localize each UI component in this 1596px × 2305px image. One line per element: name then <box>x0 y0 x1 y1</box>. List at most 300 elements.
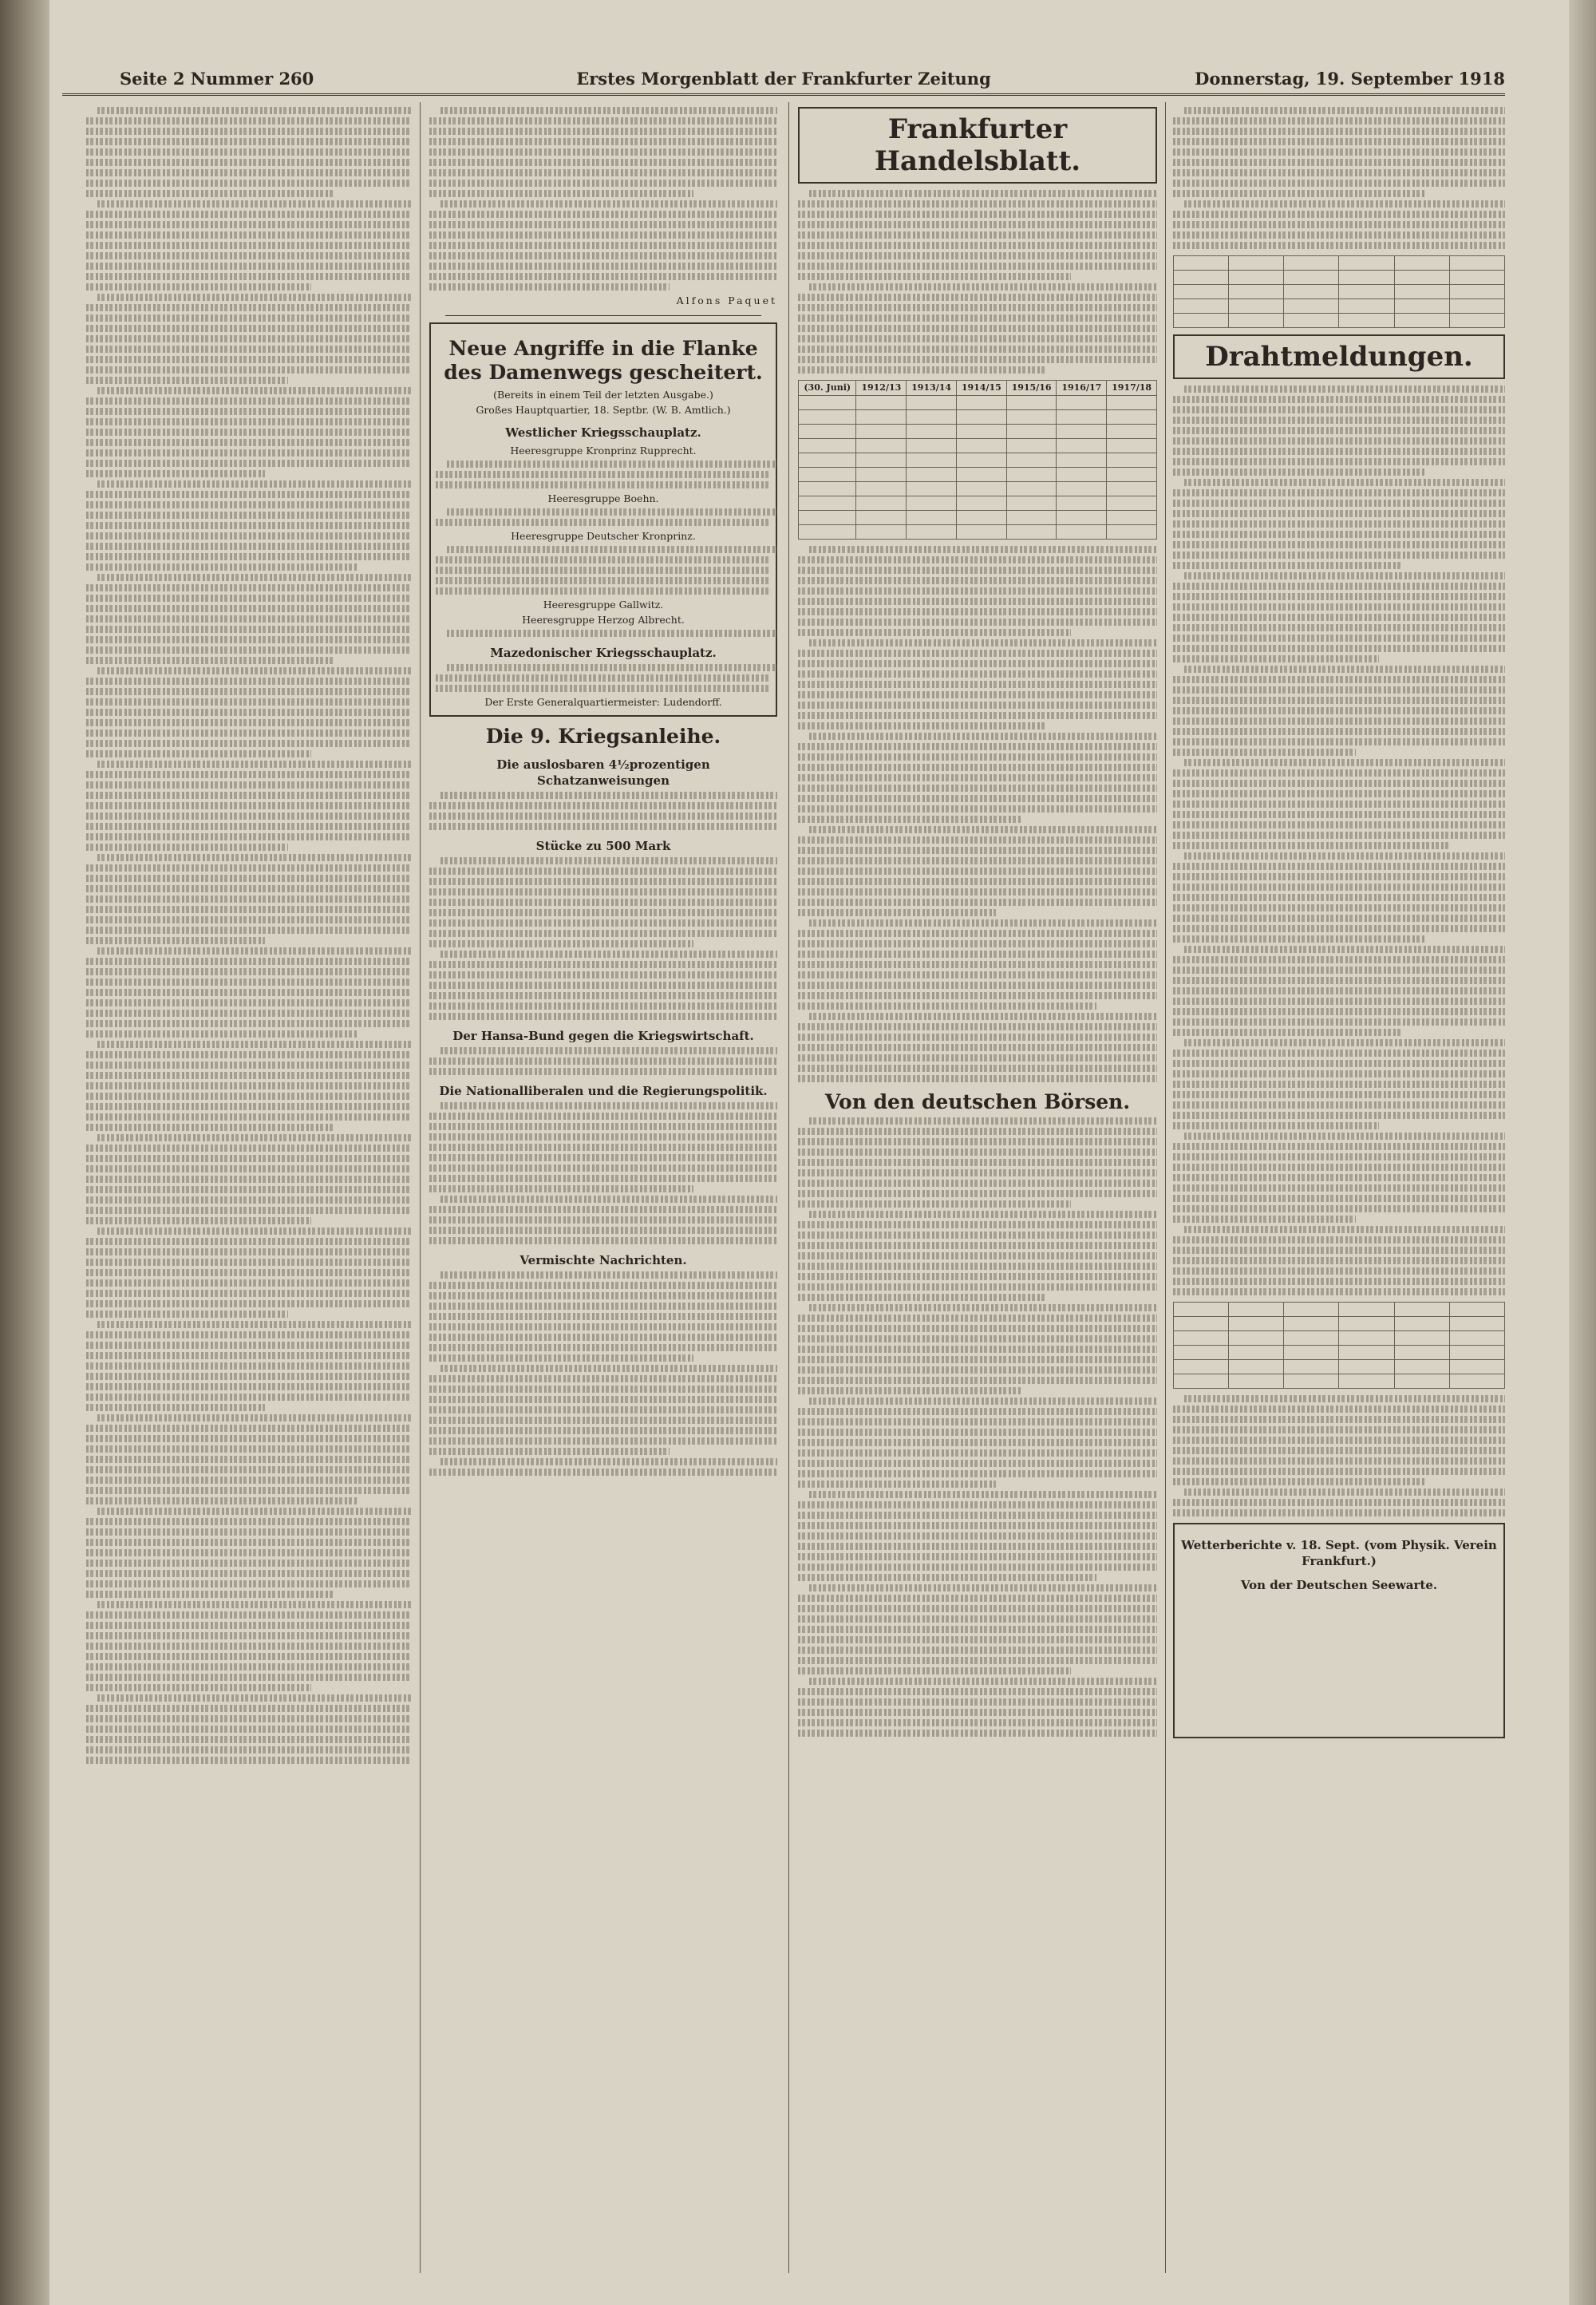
text-line <box>429 1068 777 1075</box>
text-line <box>97 1041 412 1048</box>
text-line <box>436 567 771 574</box>
text-line <box>86 1290 412 1297</box>
text-line <box>86 1238 412 1245</box>
text-line <box>1173 583 1505 590</box>
text-line <box>798 1501 1157 1508</box>
text-line <box>798 1481 996 1488</box>
text-line <box>86 958 412 965</box>
text-line <box>798 366 1046 374</box>
table-row <box>799 525 1157 540</box>
text-line <box>1173 780 1505 787</box>
text-line <box>86 1373 412 1380</box>
text-line <box>1173 396 1505 403</box>
text-line <box>86 1757 412 1764</box>
text-line <box>86 1155 412 1162</box>
text-line <box>1184 385 1505 393</box>
text-line <box>86 283 311 291</box>
text-line <box>436 685 771 692</box>
text-line <box>1184 1489 1505 1496</box>
text-line <box>86 180 412 187</box>
text-line <box>798 868 1157 875</box>
body-text <box>798 546 1157 1082</box>
table-header: (30. Juni) <box>799 381 856 396</box>
text-line <box>798 971 1157 979</box>
text-line <box>1173 489 1505 496</box>
text-line <box>86 875 412 882</box>
text-line <box>86 335 412 342</box>
text-line <box>86 1497 357 1504</box>
text-line <box>86 678 412 685</box>
text-line <box>86 231 412 239</box>
text-line <box>86 553 412 560</box>
headline: Die Nationalliberalen und die Regierungspolitik. <box>439 1084 768 1098</box>
text-line <box>1173 211 1505 218</box>
text-line <box>86 688 412 695</box>
text-line <box>798 940 1157 947</box>
text-line <box>436 587 771 595</box>
body-text <box>436 508 771 526</box>
text-line <box>429 1303 777 1310</box>
table-row <box>1174 1360 1505 1374</box>
text-line <box>798 1595 1157 1602</box>
text-line <box>798 1315 1157 1322</box>
text-line <box>97 1414 412 1421</box>
text-line <box>798 263 1157 270</box>
text-line <box>1173 915 1505 922</box>
text-line <box>798 1242 1157 1249</box>
text-line <box>798 335 1157 342</box>
text-line <box>1173 1184 1505 1192</box>
text-line <box>798 1366 1157 1374</box>
newspaper-title: Erstes Morgenblatt der Frankfurter Zeitung <box>576 69 991 89</box>
text-line <box>1173 1081 1505 1088</box>
text-line <box>429 1344 777 1351</box>
text-line <box>97 574 412 581</box>
text-line <box>86 377 288 384</box>
text-line <box>1173 190 1425 197</box>
text-line <box>1173 1437 1505 1444</box>
text-line <box>429 1133 777 1141</box>
headline: Neue Angriffe in die Flanke des Damenwegs gescheitert. <box>444 337 763 384</box>
text-line <box>1173 697 1505 704</box>
text-line <box>798 857 1157 864</box>
text-line <box>1173 427 1505 434</box>
text-line <box>86 1674 412 1681</box>
text-line <box>86 999 412 1006</box>
text-line <box>429 919 777 927</box>
text-line <box>429 190 693 197</box>
text-line <box>798 567 1157 574</box>
text-line <box>429 1469 777 1476</box>
text-line <box>429 802 777 809</box>
text-line <box>798 1054 1157 1062</box>
text-line <box>429 940 693 947</box>
body-text <box>429 1047 777 1075</box>
text-line <box>86 626 412 633</box>
text-line <box>798 1263 1157 1270</box>
body-text <box>798 1117 1157 1737</box>
text-line <box>1173 801 1505 808</box>
text-line <box>429 1002 777 1010</box>
text-line <box>429 868 777 875</box>
text-line <box>1184 1039 1505 1046</box>
text-line <box>798 1335 1157 1342</box>
text-line <box>1173 180 1505 187</box>
body-text <box>86 107 412 1764</box>
text-line <box>798 702 1157 709</box>
text-line <box>440 857 777 864</box>
text-line <box>798 1647 1157 1654</box>
text-line <box>429 1113 777 1120</box>
text-line <box>798 878 1157 885</box>
text-line <box>798 691 1157 698</box>
text-line <box>86 709 412 716</box>
text-line <box>798 764 1157 771</box>
text-line <box>97 294 412 301</box>
text-line <box>429 169 777 176</box>
text-line <box>1184 946 1505 953</box>
text-line <box>1173 624 1505 631</box>
text-line <box>86 937 265 944</box>
text-line <box>86 1445 412 1453</box>
text-line <box>798 774 1157 781</box>
text-line <box>86 1632 412 1639</box>
text-line <box>798 577 1157 584</box>
text-line <box>1173 655 1379 662</box>
text-line <box>1173 718 1505 725</box>
text-line <box>86 408 412 415</box>
headline: Der Hansa-Bund gegen die Kriegswirtschaft. <box>452 1029 754 1043</box>
text-line <box>798 951 1157 958</box>
text-line <box>1173 1499 1505 1506</box>
text-line <box>798 1564 1157 1571</box>
body-text <box>436 664 771 692</box>
currency-table <box>1173 255 1505 328</box>
text-line <box>798 899 1157 906</box>
text-line <box>86 460 412 467</box>
text-line <box>429 1227 777 1234</box>
text-line <box>1173 469 1425 476</box>
text-line <box>86 1435 412 1442</box>
text-line <box>1173 956 1505 963</box>
text-line <box>1173 1143 1505 1150</box>
text-line <box>440 107 777 114</box>
text-line <box>429 1237 777 1244</box>
text-line <box>798 1439 1157 1446</box>
text-line <box>1173 1091 1505 1098</box>
text-line <box>798 1034 1157 1041</box>
text-line <box>86 657 334 664</box>
text-line <box>798 1325 1157 1332</box>
text-line <box>798 1377 1157 1384</box>
text-line <box>798 982 1157 989</box>
text-line <box>798 1626 1157 1633</box>
section-title: Frankfurter Handelsblatt. <box>798 107 1157 184</box>
text-line <box>440 1102 777 1109</box>
body-text <box>436 546 771 595</box>
table-row <box>799 439 1157 453</box>
text-line <box>97 1508 412 1515</box>
text-line <box>429 1154 777 1161</box>
text-line <box>1173 935 1425 943</box>
subheading: (Bereits in einem Teil der letzten Ausgabe.) <box>493 389 713 401</box>
text-line <box>86 896 412 903</box>
text-line <box>798 211 1157 218</box>
text-line <box>1173 242 1505 249</box>
text-line <box>86 273 412 280</box>
text-line <box>86 1591 334 1598</box>
text-line <box>798 1657 1157 1664</box>
text-line <box>86 1684 311 1691</box>
column-rule <box>420 102 421 2273</box>
text-line <box>798 888 1157 896</box>
text-line <box>86 429 412 436</box>
text-line <box>1173 1216 1356 1223</box>
text-line <box>86 1518 412 1525</box>
table-row <box>1174 299 1505 314</box>
section-heading: Mazedonischer Kriegsschauplatz. <box>490 646 717 660</box>
text-line <box>798 681 1157 688</box>
text-line <box>86 1736 412 1743</box>
text-line <box>1173 1008 1505 1015</box>
text-line <box>798 1730 1157 1737</box>
text-line <box>1173 128 1505 135</box>
text-line <box>1173 1195 1505 1202</box>
text-line <box>97 667 412 674</box>
text-line <box>1173 1426 1505 1433</box>
text-line <box>798 200 1157 208</box>
text-line <box>429 1323 777 1330</box>
text-line <box>86 1010 412 1017</box>
text-line <box>429 1448 670 1455</box>
text-line <box>86 314 412 322</box>
page-edge <box>1569 0 1596 2305</box>
text-line <box>1173 1060 1505 1067</box>
text-line <box>809 1211 1157 1218</box>
table-header: 1917/18 <box>1107 381 1157 396</box>
text-line <box>429 159 777 166</box>
text-line <box>1173 676 1505 683</box>
text-line <box>86 1196 412 1204</box>
text-line <box>86 740 412 747</box>
text-line <box>97 1228 412 1235</box>
text-line <box>97 480 412 488</box>
text-line <box>86 1549 412 1556</box>
table-row <box>1174 1303 1505 1317</box>
text-line <box>429 1058 777 1065</box>
headline: Von den deutschen Börsen. <box>824 1090 1131 1113</box>
text-line <box>798 294 1157 301</box>
text-line <box>86 605 412 612</box>
text-line <box>798 1449 1157 1457</box>
text-line <box>1184 666 1505 673</box>
text-line <box>798 1512 1157 1519</box>
text-line <box>1173 998 1505 1005</box>
text-line <box>1173 417 1505 424</box>
text-line <box>440 200 777 208</box>
text-line <box>798 221 1157 228</box>
body-text <box>1173 107 1505 249</box>
dateline: Großes Hauptquartier, 18. Septbr. (W. B. Amtlich.) <box>476 404 731 416</box>
text-line <box>429 128 777 135</box>
text-line <box>86 563 357 571</box>
body-text <box>1173 385 1505 1295</box>
text-line <box>1184 107 1505 114</box>
table-header: 1912/13 <box>856 381 907 396</box>
text-line <box>798 346 1157 353</box>
table-row <box>1174 1374 1505 1389</box>
text-line <box>1173 1509 1505 1516</box>
body-text <box>429 107 777 291</box>
text-line <box>86 906 412 913</box>
text-line <box>86 1186 412 1193</box>
text-line <box>809 1304 1157 1311</box>
text-line <box>429 273 777 280</box>
text-line <box>1173 686 1505 694</box>
text-line <box>86 1622 412 1629</box>
table-row <box>799 396 1157 410</box>
text-line <box>1173 894 1505 901</box>
text-line <box>809 1398 1157 1405</box>
text-line <box>1173 832 1505 839</box>
text-line <box>86 1020 412 1027</box>
text-line <box>1173 221 1505 228</box>
text-line <box>1173 1070 1505 1077</box>
text-line <box>798 273 1071 280</box>
text-line <box>798 722 1046 729</box>
text-line <box>86 812 412 820</box>
text-line <box>798 1159 1157 1166</box>
text-line <box>1173 541 1505 548</box>
text-line <box>809 283 1157 291</box>
text-line <box>1173 904 1505 911</box>
text-line <box>1173 1257 1505 1264</box>
text-line <box>97 947 412 955</box>
text-line <box>429 1292 777 1299</box>
text-line <box>97 200 412 208</box>
table-row <box>1174 1317 1505 1331</box>
text-line <box>1173 1164 1505 1171</box>
text-line <box>798 805 1157 812</box>
text-line <box>440 1271 777 1279</box>
text-line <box>1173 1278 1505 1285</box>
text-line <box>86 366 412 374</box>
text-line <box>436 481 771 488</box>
text-line <box>86 1580 412 1587</box>
text-line <box>97 1694 412 1702</box>
text-line <box>97 1601 412 1608</box>
text-line <box>429 1437 777 1445</box>
text-line <box>436 471 771 478</box>
text-line <box>429 961 777 968</box>
text-line <box>798 356 1157 363</box>
text-line <box>798 992 1157 999</box>
text-line <box>798 795 1157 802</box>
column-4 <box>1173 104 1505 2276</box>
text-line <box>798 1283 1157 1291</box>
text-line <box>86 1051 412 1058</box>
body-text <box>436 461 771 488</box>
text-line <box>798 1169 1157 1176</box>
text-line <box>798 1408 1157 1415</box>
text-line <box>798 712 1157 719</box>
text-line <box>1173 603 1505 611</box>
text-line <box>1173 1174 1505 1181</box>
text-line <box>1173 520 1505 528</box>
text-line <box>86 1269 412 1276</box>
text-line <box>1173 863 1505 870</box>
text-line <box>1173 148 1505 156</box>
article-signature: Alfons Paquet <box>676 295 777 306</box>
text-line <box>86 1539 412 1546</box>
text-line <box>86 242 412 249</box>
text-line <box>86 1082 412 1089</box>
text-line <box>429 1013 777 1020</box>
text-line <box>1173 1247 1505 1254</box>
text-line <box>429 148 777 156</box>
text-line <box>1173 552 1505 559</box>
column-3 <box>798 104 1157 2276</box>
text-line <box>86 1207 412 1214</box>
text-line <box>429 1396 777 1403</box>
text-line <box>1173 1457 1505 1465</box>
table-row <box>1174 1331 1505 1346</box>
text-line <box>86 1456 412 1463</box>
signed-by: Der Erste Generalquartiermeister: Ludendorff. <box>484 696 722 708</box>
text-line <box>1173 749 1356 756</box>
text-line <box>86 1352 412 1359</box>
text-line <box>1173 138 1505 145</box>
headline: Wetterberichte v. 18. Sept. (vom Physik. Verein Frankfurt.) <box>1181 1538 1497 1568</box>
text-line <box>809 919 1157 927</box>
text-line <box>798 1667 1071 1674</box>
text-line <box>86 522 412 529</box>
text-line <box>1173 1018 1505 1026</box>
text-line <box>798 847 1157 854</box>
text-line <box>86 584 412 591</box>
text-line <box>798 1709 1157 1716</box>
table-row <box>1174 256 1505 271</box>
text-line <box>86 1030 357 1038</box>
army-group: Heeresgruppe Boehn. <box>547 492 659 504</box>
text-line <box>798 930 1157 937</box>
text-line <box>86 397 412 405</box>
text-line <box>798 1429 1157 1436</box>
text-line <box>1173 1112 1505 1119</box>
text-line <box>86 1715 412 1722</box>
text-line <box>86 1259 412 1266</box>
text-line <box>1173 1447 1505 1454</box>
text-line <box>809 546 1157 553</box>
text-line <box>436 674 771 682</box>
text-line <box>429 1185 693 1192</box>
text-line <box>798 1605 1157 1612</box>
text-line <box>809 1117 1157 1125</box>
text-line <box>429 231 777 239</box>
text-line <box>429 211 777 218</box>
text-line <box>86 304 412 311</box>
text-line <box>86 190 334 197</box>
army-group: Heeresgruppe Deutscher Kronprinz. <box>511 530 696 542</box>
text-line <box>798 753 1157 761</box>
section-heading: Westlicher Kriegsschauplatz. <box>505 425 701 440</box>
divider <box>445 315 761 316</box>
text-line <box>440 1196 777 1203</box>
headline: Die 9. Kriegsanleihe. <box>485 725 721 748</box>
text-line <box>1184 759 1505 766</box>
text-line <box>1173 1416 1505 1423</box>
text-line <box>86 1404 265 1411</box>
